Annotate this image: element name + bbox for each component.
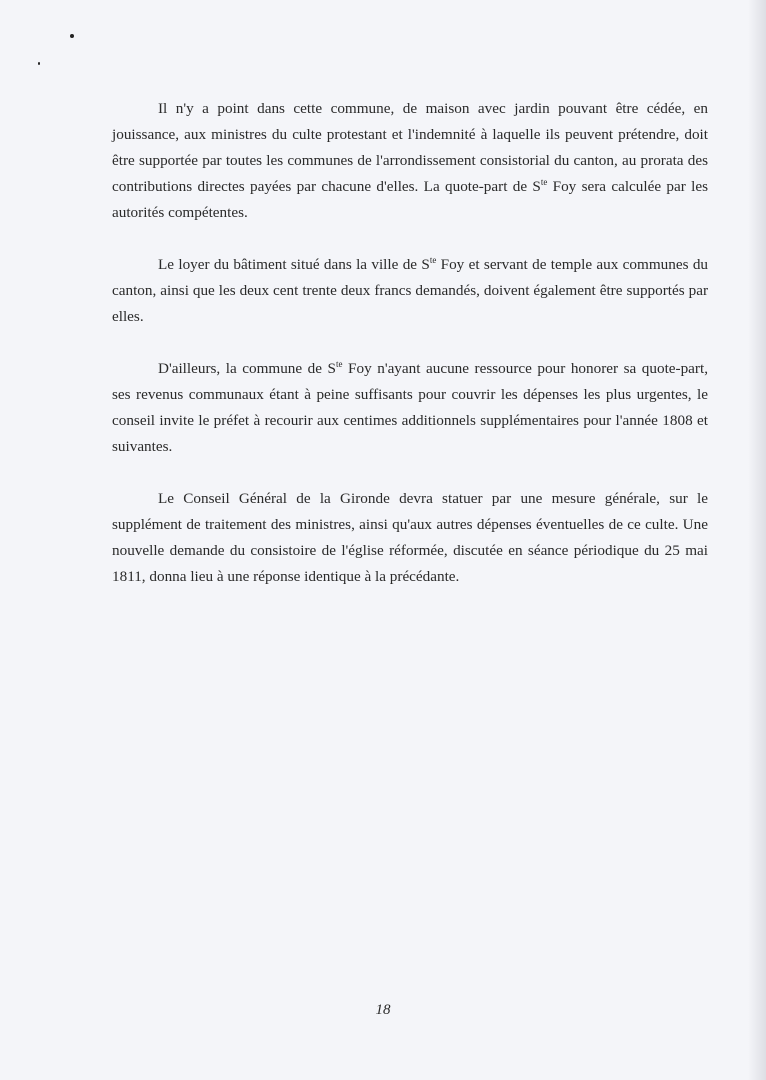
superscript-text: te bbox=[540, 177, 548, 187]
text-segment: D'ailleurs, la commune de S bbox=[158, 360, 337, 377]
paragraph-2 bbox=[112, 252, 708, 330]
text-segment: Le loyer du bâtiment situé dans la ville de S bbox=[158, 256, 430, 273]
speck-mark bbox=[38, 62, 40, 65]
text-segment: Le Conseil Général de la Gironde devra statuer par une mesure générale, sur le supplément de traitement des ministres, ainsi qu'aux autres dépenses éventuelles de ce culte. Une nouvelle demande du consistoire de l'église réformée, discutée en séance périodique du 25 mai 1811, donna lieu à une réponse identique à la précédante. bbox=[112, 490, 708, 585]
page-number: 18 bbox=[375, 1002, 391, 1018]
paragraph-4 bbox=[112, 486, 708, 590]
text-segment: Foy et servant de temple aux communes du canton, ainsi que les deux cent trente deux francs demandés, doivent également être supportés par elles. bbox=[112, 256, 709, 325]
page-edge-shadow bbox=[748, 0, 766, 1080]
text-segment: Foy n'ayant aucune ressource pour honorer sa quote-part, ses revenus communaux étant à peine suffisants pour couvrir les dépenses les plus urgentes, le conseil invite le préfet à recourir aux centimes additionnels supplémentaires pour l'année 1808 et suivantes. bbox=[112, 360, 708, 455]
speck-mark bbox=[70, 34, 74, 38]
paragraph-1 bbox=[112, 96, 708, 226]
paragraph-3 bbox=[112, 356, 708, 460]
text-segment: Foy sera calculée par les autorités compétentes. bbox=[112, 178, 708, 221]
superscript-text: te bbox=[336, 359, 343, 369]
text-segment: Il n'y a point dans cette commune, de maison avec jardin pouvant être cédée, en jouissance, aux ministres du culte protestant et l'indemnité à laquelle ils peuvent prétendre, doit être supportée par toutes les communes de l'arrondissement consistorial du canton, au prorata des contributions directes payées par chacune d'elles. La quote-part de S bbox=[112, 100, 708, 195]
body-text bbox=[112, 96, 708, 616]
superscript-text: te bbox=[429, 255, 437, 265]
